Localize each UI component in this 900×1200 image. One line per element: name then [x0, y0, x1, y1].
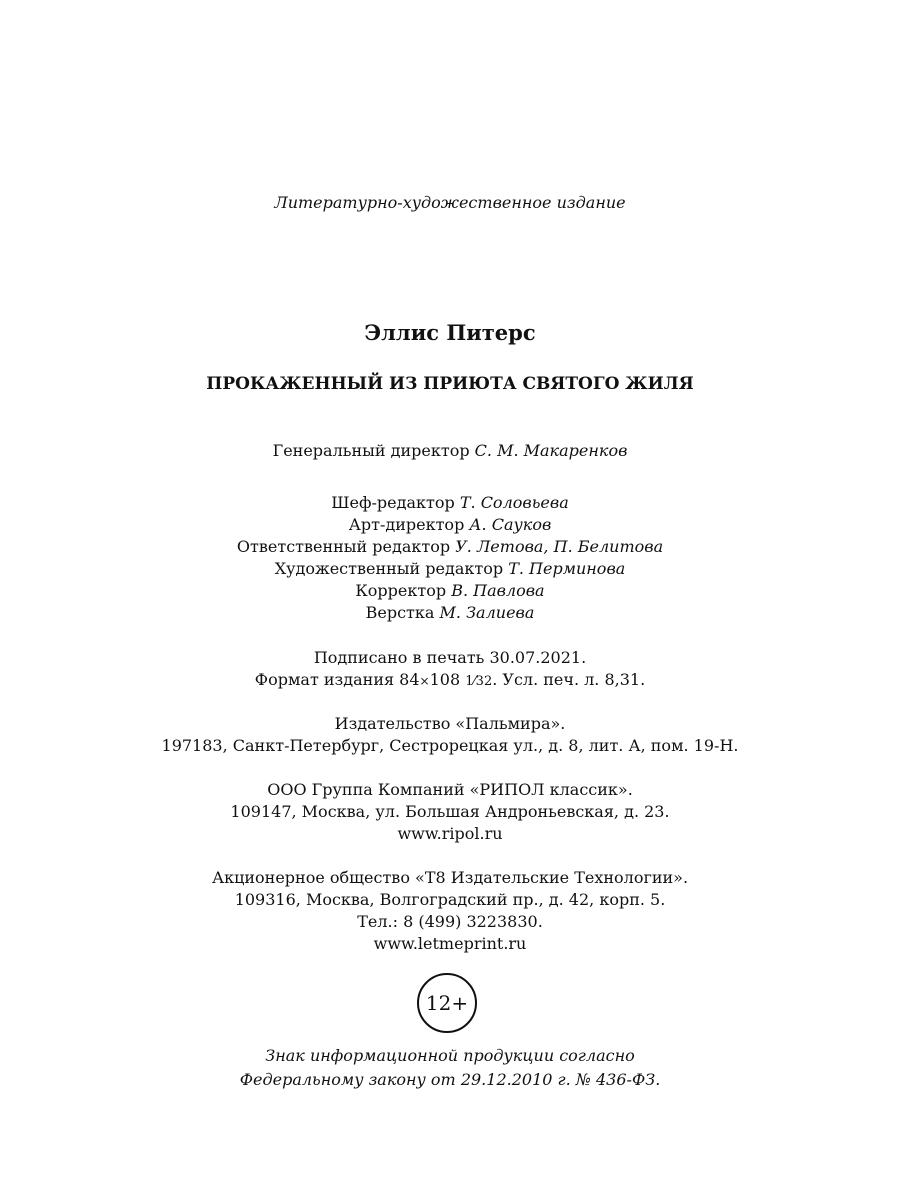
layout-line	[0, 602, 900, 624]
responsible-editor-line	[0, 536, 900, 558]
publisher-address: 197183, Санкт-Петербург, Сестрорецкая ул., д. 8, лит. А, пом. 19-Н.	[161, 736, 739, 755]
author-name: Эллис Питерс	[364, 320, 536, 345]
responsible-editor-role: Ответственный редактор	[236, 537, 451, 556]
format-line	[0, 669, 900, 693]
art-editor-line	[0, 558, 900, 580]
format-fraction: 1⁄32	[465, 674, 493, 689]
general-director-line	[0, 440, 900, 462]
proofreader-name: В. Павлова	[451, 581, 545, 600]
general-director-name: С. М. Макаренков	[474, 441, 628, 460]
printer-website: www.letmeprint.ru	[373, 934, 527, 953]
layout-name: М. Залиева	[439, 603, 535, 622]
art-editor-role: Художественный редактор	[274, 559, 504, 578]
printer-address: 109316, Москва, Волгоградский пр., д. 42, корп. 5.	[234, 890, 666, 909]
format-times: ×	[419, 674, 430, 688]
general-director-role: Генеральный директор	[272, 441, 470, 460]
format-label: Формат издания 84	[254, 670, 420, 689]
chief-editor-role: Шеф-редактор	[331, 493, 455, 512]
publisher-name: Издательство «Пальмира».	[334, 714, 566, 733]
chief-editor-name: Т. Соловьева	[459, 493, 569, 512]
proofreader-line	[0, 580, 900, 602]
ripol-address: 109147, Москва, ул. Большая Андроньевская, д. 23.	[230, 802, 670, 821]
format-rest: . Усл. печ. л. 8,31.	[492, 670, 646, 689]
proofreader-role: Корректор	[355, 581, 447, 600]
ripol-website: www.ripol.ru	[397, 824, 503, 843]
layout-role: Верстка	[365, 603, 435, 622]
printer-name: Акционерное общество «Т8 Издательские Технологии».	[211, 868, 689, 887]
art-director-role: Арт-директор	[348, 515, 465, 534]
chief-editor-line	[0, 492, 900, 514]
format-height: 108	[429, 670, 461, 689]
art-director-line	[0, 514, 900, 536]
book-title: ПРОКАЖЕННЫЙ ИЗ ПРИЮТА СВЯТОГО ЖИЛЯ	[206, 374, 694, 394]
age-notice-line-2: Федеральному закону от 29.12.2010 г. № 436-ФЗ.	[239, 1070, 661, 1089]
ripol-name: ООО Группа Компаний «РИПОЛ классик».	[267, 780, 633, 799]
responsible-editor-name-2: П. Белитова	[553, 537, 664, 556]
age-notice-line-1: Знак информационной продукции согласно	[265, 1046, 635, 1065]
age-rating-badge: 12+	[417, 973, 477, 1033]
signed-date: Подписано в печать 30.07.2021.	[313, 648, 587, 667]
art-director-name: А. Сауков	[469, 515, 552, 534]
responsible-editor-name-1: У. Летова,	[455, 537, 549, 556]
edition-type: Литературно-художественное издание	[274, 193, 626, 212]
printer-phone: Тел.: 8 (499) 3223830.	[357, 912, 543, 931]
art-editor-name: Т. Перминова	[508, 559, 626, 578]
